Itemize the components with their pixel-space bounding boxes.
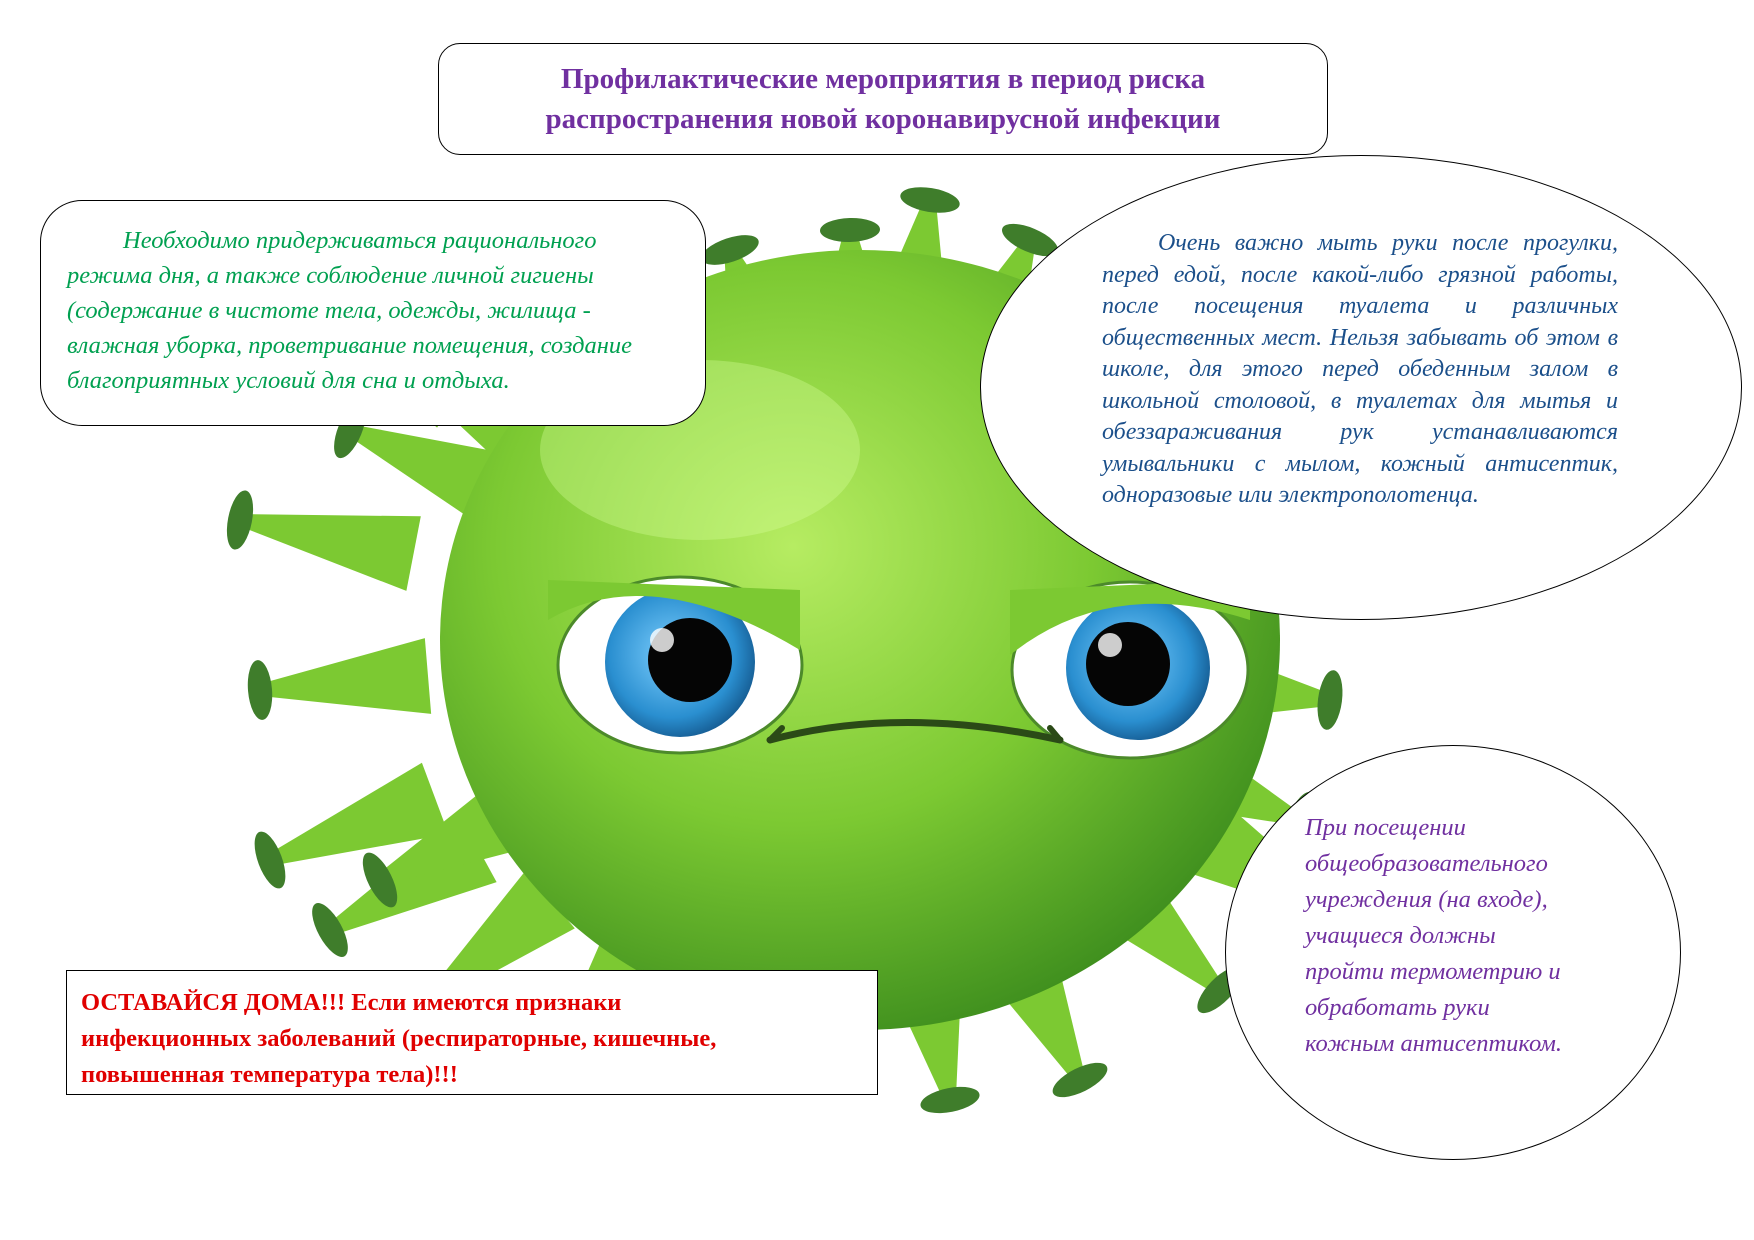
- school-entry-line: обработать руки: [1305, 994, 1490, 1021]
- handwashing-text: Очень важно мыть руки после прогулки, перед едой, после какой-либо грязной работы, после посещения туалета и различных общественных мест. Нельзя забывать об этом в школе, для этого перед обеденным залом в школьной столовой, в туалетах для мытья и обеззараживания рук устанавливаются умывальники с мылом, кожный антисептик, одноразовые или электрополотенца.: [1102, 230, 1618, 508]
- virus-spike-tip: [898, 183, 961, 216]
- school-entry-line: общеобразовательного: [1305, 850, 1548, 877]
- school-entry-line: кожным антисептиком.: [1305, 1030, 1563, 1057]
- hygiene-text: Необходимо придерживаться рационального режима дня, а также соблюдение личной гигиены (содержание в чистоте тела, одежды, жилища - влажная уборка, проветривание помещения, создание благоприятных условий для сна и отдыха.: [67, 227, 632, 394]
- school-entry-line: учреждения (на входе),: [1305, 886, 1548, 913]
- right-eye: [1010, 580, 1250, 758]
- title-line-1: Профилактические мероприятия в период риска: [560, 63, 1206, 95]
- hygiene-box: [40, 200, 706, 426]
- title-line-2: распространения новой коронавирусной инфекции: [545, 103, 1221, 135]
- warning-line: ОСТАВАЙСЯ ДОМА!!! Если имеются признаки: [81, 989, 622, 1016]
- virus-spike-tip: [1314, 669, 1345, 732]
- school-entry-line: учащиеся должны: [1305, 922, 1496, 949]
- warning-line: повышенная температура тела)!!!: [81, 1061, 458, 1088]
- school-entry-line: пройти термометрию и: [1305, 958, 1561, 985]
- stay-home-warning-box: [66, 970, 878, 1095]
- virus-spike-tip: [820, 217, 881, 242]
- school-entry-line: При посещении: [1305, 814, 1466, 841]
- virus-spike: [239, 514, 421, 591]
- warning-line: инфекционных заболеваний (респираторные, кишечные,: [81, 1025, 717, 1052]
- virus-spike: [260, 638, 432, 714]
- school-entry-text: [1305, 810, 1635, 1062]
- title-box: [438, 43, 1328, 155]
- virus-spike-tip: [246, 659, 275, 721]
